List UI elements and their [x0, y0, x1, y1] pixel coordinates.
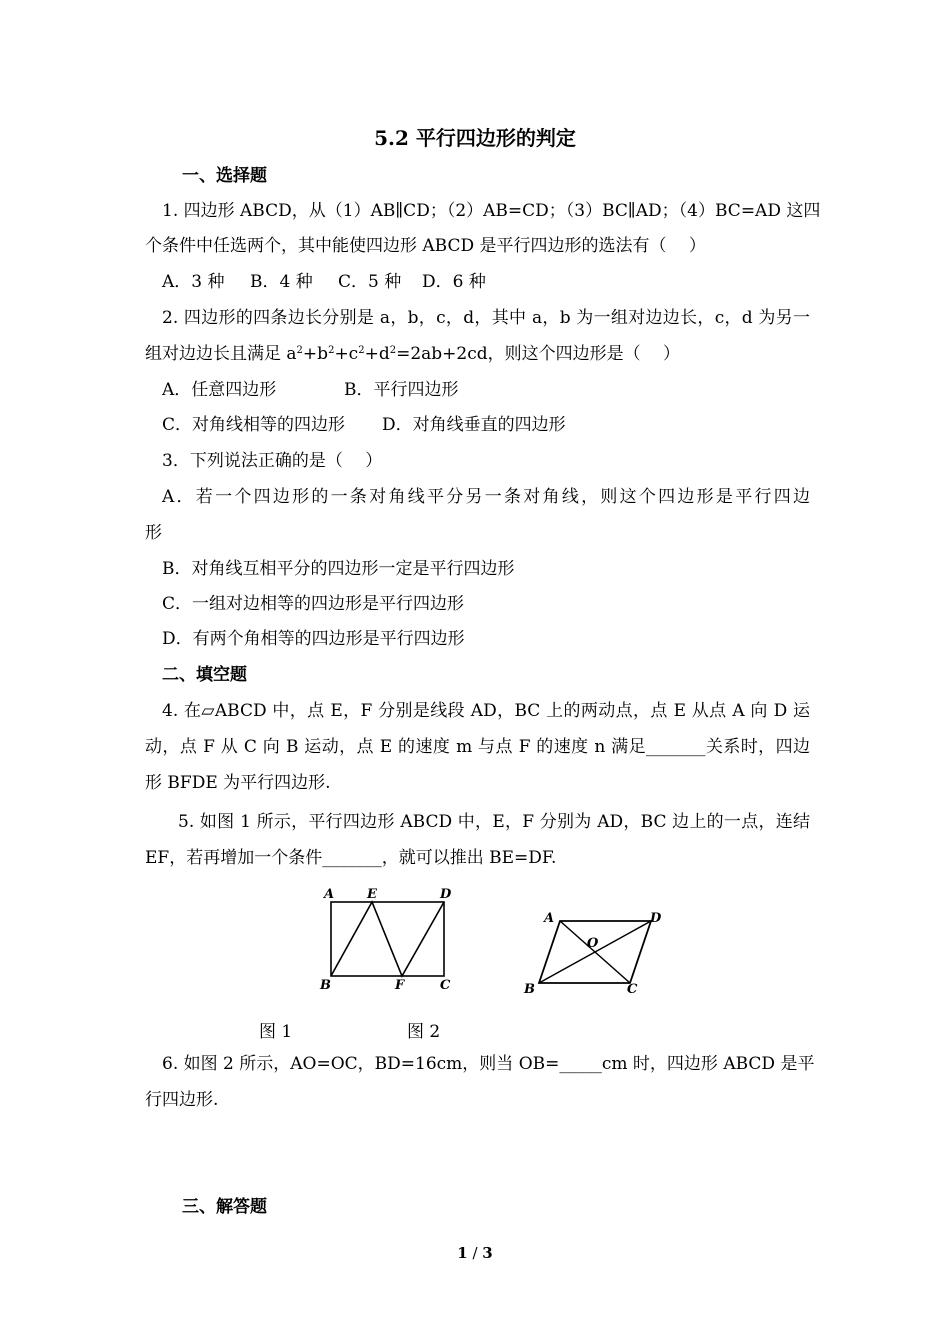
- figure-2-parallelogram-diagram: [520, 900, 670, 1000]
- question-1-line-1: 1. 四边形 ABCD，从（1）AB∥CD；（2）AB=CD；（3）BC∥AD；（4）BC=AD 这四: [162, 201, 821, 221]
- question-1-options: [162, 270, 827, 294]
- question-2-options-row-1: [162, 378, 827, 402]
- q2-sup-c: 2: [358, 345, 365, 356]
- figure-2-label-b: B: [524, 982, 535, 997]
- question-1-option-b: B．4 种: [250, 272, 313, 292]
- question-6-line-2: 行四边形.: [145, 1090, 219, 1110]
- section-heading-choice: 一、选择题: [182, 166, 267, 186]
- q2-sup-b: 2: [328, 345, 335, 356]
- question-2-option-b: B．平行四边形: [344, 380, 459, 400]
- question-2-option-c: C．对角线相等的四边形: [162, 415, 346, 435]
- question-3-option-a-line-2: 形: [145, 523, 162, 543]
- figure-1-label-b: B: [320, 978, 331, 993]
- question-3-option-a-line-1: A．若一个四边形的一条对角线平分另一条对角线，则这个四边形是平行四边: [162, 487, 810, 507]
- q2-sup-a: 2: [296, 345, 303, 356]
- question-4-line-1: 4. 在▱ABCD 中，点 E，F 分别是线段 AD，BC 上的两动点，点 E 从点 A 向 D 运: [162, 701, 810, 721]
- section-heading-answer: 三、解答题: [182, 1197, 267, 1217]
- page-number-current: 1: [457, 1244, 468, 1262]
- question-3-option-d: D．有两个角相等的四边形是平行四边形: [162, 629, 465, 649]
- figure-2-label-o: O: [587, 936, 599, 951]
- figure-1-label-e: E: [367, 887, 377, 902]
- figure-1-caption: 图 1: [259, 1022, 293, 1042]
- figure-2-label-a: A: [544, 911, 555, 926]
- q2-sup-d: 2: [389, 345, 397, 356]
- page-number-total: 3: [482, 1244, 493, 1262]
- q2-text-c: +c: [334, 344, 359, 364]
- question-5-line-1: 5. 如图 1 所示，平行四边形 ABCD 中，E，F 分别为 AD，BC 边上的一点，连结: [178, 812, 810, 832]
- figure-1-label-a: A: [324, 887, 335, 902]
- question-6-line-1: 6. 如图 2 所示，AO=OC，BD=16cm，则当 OB=_____cm 时，四边形 ABCD 是平: [162, 1054, 815, 1074]
- question-2-line-1: 2. 四边形的四条边长分别是 a，b，c，d，其中 a，b 为一组对边边长，c，d 为另一: [162, 308, 810, 328]
- question-1-line-2: 个条件中任选两个，其中能使四边形 ABCD 是平行四边形的选法有（ ）: [145, 236, 706, 256]
- question-2-line-2: [145, 342, 810, 366]
- figure-2-diagonal-bd: [539, 921, 651, 983]
- page-number-separator: /: [467, 1244, 483, 1262]
- figure-1-rectangle-diagram: [310, 882, 460, 997]
- figure-1-label-d: D: [440, 887, 452, 902]
- question-3-option-b: B．对角线互相平分的四边形一定是平行四边形: [162, 559, 515, 579]
- q2-text-end: =2ab+2cd，则这个四边形是（ ）: [396, 344, 681, 364]
- question-2-options-row-2: [162, 413, 827, 437]
- q2-text-d: +d: [364, 344, 390, 364]
- q2-text-b: +b: [302, 344, 329, 364]
- figure-2-caption: 图 2: [407, 1022, 441, 1042]
- figure-1-label-c: C: [440, 978, 451, 993]
- question-2-option-a: A．任意四边形: [162, 380, 277, 400]
- figure-1-zigzag-lines: [331, 902, 444, 976]
- figure-2-label-c: C: [627, 982, 638, 997]
- figure-2-label-d: D: [650, 911, 662, 926]
- page-number: [0, 1244, 950, 1262]
- q2-text-a: 组对边边长且满足 a: [145, 344, 297, 364]
- question-1-option-a: A．3 种: [162, 272, 225, 292]
- question-4-line-3: 形 BFDE 为平行四边形.: [145, 773, 331, 793]
- section-heading-fill: 二、填空题: [162, 665, 247, 685]
- figure-1-label-f: F: [395, 978, 405, 993]
- question-2-option-d: D．对角线垂直的四边形: [382, 415, 566, 435]
- question-5-line-2: EF，若再增加一个条件_______，就可以推出 BE=DF.: [145, 848, 557, 868]
- question-1-option-c: C．5 种: [338, 272, 402, 292]
- question-3-stem: 3．下列说法正确的是（ ）: [162, 451, 383, 471]
- question-4-line-2: 动，点 F 从 C 向 B 运动，点 E 的速度 m 与点 F 的速度 n 满足_______关系时，四边: [145, 737, 810, 757]
- question-3-option-c: C．一组对边相等的四边形是平行四边形: [162, 594, 465, 614]
- page-title: 5.2 平行四边形的判定: [374, 126, 576, 150]
- question-1-option-d: D．6 种: [422, 272, 486, 292]
